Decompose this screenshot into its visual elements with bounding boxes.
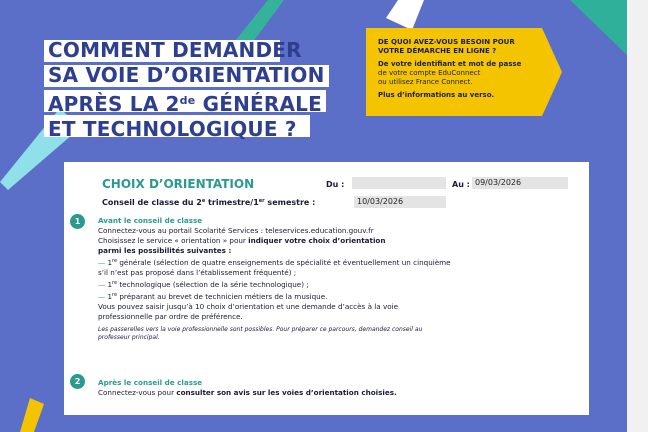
step-2-heading: Après le conseil de classe — [98, 378, 203, 387]
title-line-4: ET TECHNOLOGIQUE ? — [48, 117, 297, 141]
callout-need: De votre identifiant et mot de passe de votre compte EduConnect ou utilisez France Connect. — [378, 60, 522, 86]
option-musique: — 1re préparant au brevet de technicien métiers de la musique. — [98, 292, 328, 301]
stripe-teal-corner — [570, 0, 627, 55]
du-date-field[interactable] — [352, 177, 446, 189]
du-label: Du : — [326, 180, 345, 189]
callout-more: Plus d’informations au verso. — [378, 91, 495, 99]
au-label: Au : — [452, 180, 470, 189]
step-1-limit-line: Vous pouvez saisir jusqu’à 10 choix d’orientation et une demande d’accès à la voie — [98, 302, 399, 311]
callout-arrow — [542, 28, 562, 116]
option-technologique: — 1re technologique (sélection de la série technologique) ; — [98, 280, 309, 289]
step-2-block — [98, 378, 397, 398]
step-1-limit-line-2: professionnelle par ordre de préférence. — [98, 312, 243, 321]
section-title: CHOIX D’ORIENTATION — [102, 177, 255, 191]
orientation-card — [64, 162, 589, 415]
title-line-1: COMMENT DEMANDER — [48, 38, 302, 62]
step-1-portal-line: Connectez-vous au portail Scolarité Services : teleservices.education.gouv.fr — [98, 226, 374, 235]
step-1-heading: Avant le conseil de classe — [98, 216, 203, 225]
stripe-white-top — [386, 0, 424, 30]
conseil-label: Conseil de classe du 2e trimestre/1er semestre : — [102, 198, 316, 207]
step-1-block — [98, 216, 451, 342]
stripe-yellow-bottom — [20, 398, 44, 432]
title-line-3: APRÈS LA 2de GÉNÉRALE — [48, 92, 322, 116]
step-1-note-2: professeur principal. — [98, 334, 160, 341]
step-2-badge: 2 — [70, 374, 85, 389]
callout-heading: DE QUOI AVEZ-VOUS BESOIN POUR VOTRE DÉMARCHE EN LIGNE ? — [378, 38, 515, 55]
step-1-badge: 1 — [70, 214, 85, 229]
step-1-choose-line: Choisissez le service « orientation » pour indiquer votre choix d’orientation — [98, 236, 386, 245]
step-2-line: Connectez-vous pour consulter son avis sur les voies d’orientation choisies. — [98, 388, 397, 397]
title-line-2: SA VOIE D’ORIENTATION — [48, 63, 325, 87]
option-generale-cont: s’il n’est pas proposé dans l’établissement fréquenté) ; — [98, 268, 297, 277]
page-title — [48, 38, 338, 142]
info-callout — [366, 28, 542, 116]
conseil-date-field[interactable]: 10/03/2026 — [354, 196, 446, 208]
step-1-note: Les passerelles vers la voie professionnelle sont possibles. Pour préparer ce parcours, demandez conseil au — [98, 326, 423, 333]
au-date-field[interactable]: 09/03/2026 — [472, 177, 568, 189]
option-generale: — 1re générale (sélection de quatre enseignements de spécialité et éventuellement un cinquième — [98, 258, 451, 267]
step-1-possibilities: parmi les possibilités suivantes : — [98, 246, 232, 255]
